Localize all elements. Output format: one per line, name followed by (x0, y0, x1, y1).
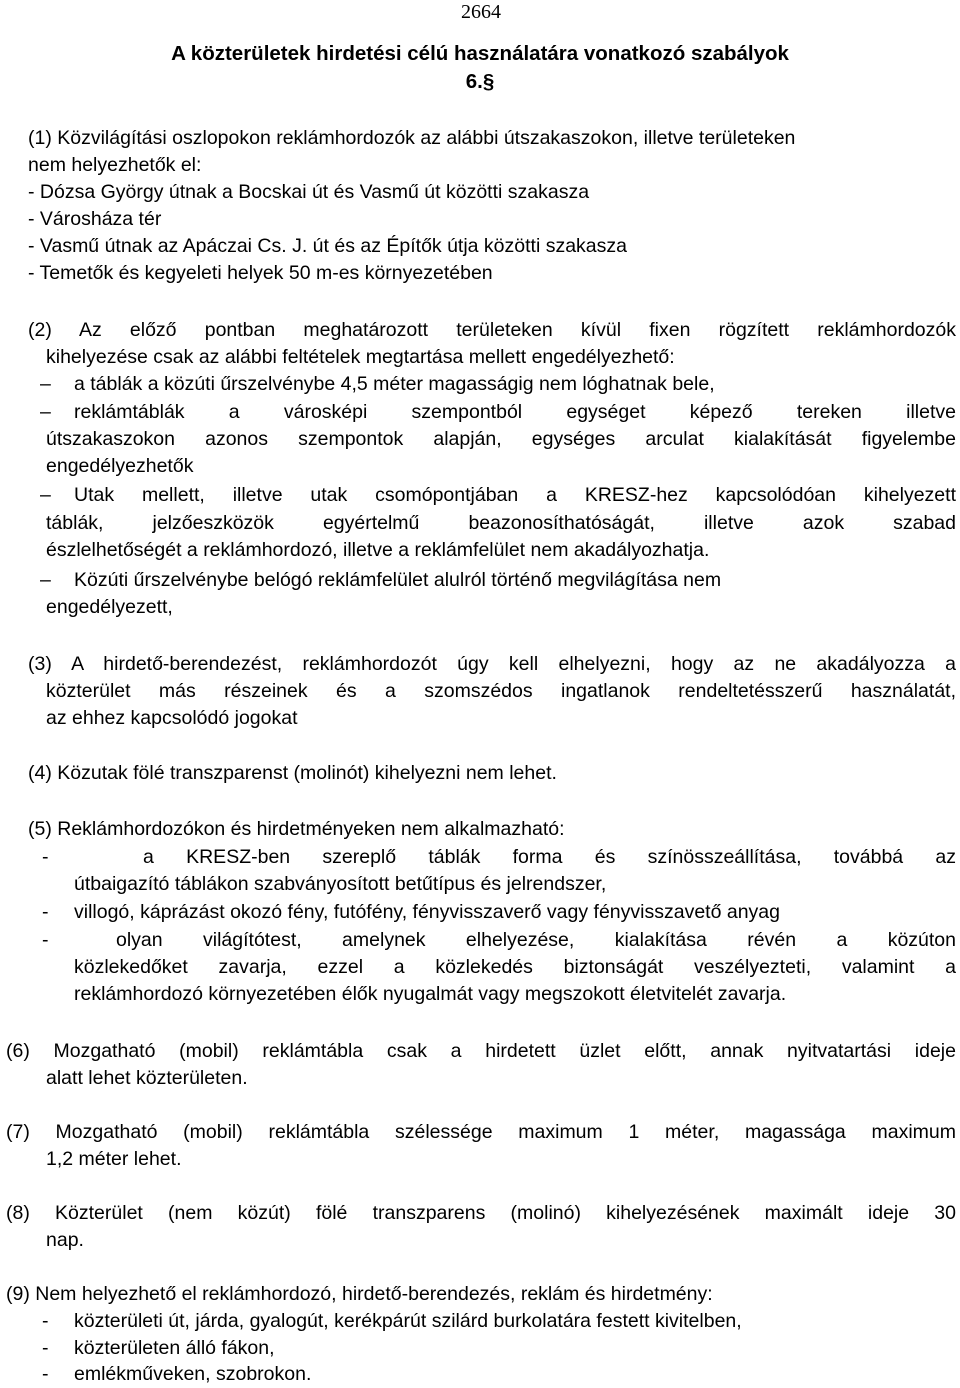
paragraph-line: (6) Mozgatható (mobil) reklámtábla csak a hirdetett üzlet előtt, annak nyitvatartási ideje (6, 1040, 956, 1062)
list-bullet: - (42, 1363, 49, 1385)
list-bullet: - (42, 846, 49, 868)
list-item-text: villogó, káprázást okozó fény, futófény, fényvisszaverő vagy fényvisszavető anyag (74, 901, 780, 923)
list-item-text: a KRESZ-ben szereplő táblák forma és színösszeállítása, továbbá az (143, 846, 956, 868)
paragraph-line: (3) A hirdető-berendezést, reklámhordozót úgy kell elhelyezni, hogy az ne akadályozza a (28, 653, 956, 675)
list-item-text: közterületen álló fákon, (74, 1337, 275, 1359)
paragraph-line: (1) Közvilágítási oszlopokon reklámhordozók az alábbi útszakaszokon, illetve területeken (28, 127, 796, 149)
list-bullet: - (42, 901, 49, 923)
paragraph-line: nem helyezhetők el: (28, 154, 202, 176)
dash-bullet: – (40, 569, 51, 591)
paragraph-line: (9) Nem helyezhető el reklámhordozó, hirdető-berendezés, reklám és hirdetmény: (6, 1283, 713, 1305)
paragraph-line: alatt lehet közterületen. (46, 1067, 248, 1089)
list-item-text: a táblák a közúti űrszelvénybe 4,5 méter magasságig nem lóghatnak bele, (74, 373, 715, 395)
paragraph-line: (8) Közterület (nem közút) fölé transzparens (molinó) kihelyezésének maximált ideje 30 (6, 1202, 956, 1224)
paragraph-line: az ehhez kapcsolódó jogokat (46, 707, 298, 729)
paragraph-line: 1,2 méter lehet. (46, 1148, 182, 1170)
page-number: 2664 (461, 1, 501, 23)
list-item-text: közterületi út, járda, gyalogút, kerékpárút szilárd burkolatára festett kivitelben, (74, 1310, 742, 1332)
list-bullet: - (42, 929, 49, 951)
paragraph-line: kihelyezése csak az alábbi feltételek megtartása mellett engedélyezhető: (46, 346, 675, 368)
list-item: - Vasmű útnak az Apáczai Cs. J. út és az Építők útja közötti szakasza (28, 235, 627, 257)
list-item-text: közlekedőket zavarja, ezzel a közlekedés biztonságát veszélyezteti, valamint a (74, 956, 956, 978)
list-item-text: reklámtáblák a városképi szempontból egységet képező tereken illetve (74, 401, 956, 423)
list-bullet: - (42, 1310, 49, 1332)
list-item: - Temetők és kegyeleti helyek 50 m-es környezetében (28, 262, 493, 284)
paragraph-line: engedélyezett, (46, 596, 173, 618)
dash-bullet: – (40, 484, 51, 506)
paragraph-line: engedélyezhetők (46, 455, 194, 477)
list-item-text: reklámhordozó környezetében élők nyugalmát vagy megszokott életvitelét zavarja. (74, 983, 787, 1005)
paragraph-line: (2) Az előző pontban meghatározott területeken kívül fixen rögzített reklámhordozók (28, 319, 956, 341)
paragraph-line: nap. (46, 1229, 84, 1251)
paragraph-line: észlelhetőségét a reklámhordozó, illetve a reklámfelület nem akadályozhatja. (46, 539, 710, 561)
section-number: 6.§ (465, 70, 495, 93)
paragraph-line: (5) Reklámhordozókon és hirdetményeken nem alkalmazható: (28, 818, 565, 840)
list-item-text: olyan világítótest, amelynek elhelyezése, kialakítása révén a közúton (116, 929, 956, 951)
list-item: - Dózsa György útnak a Bocskai út és Vasmű út közötti szakasza (28, 181, 590, 203)
paragraph-line: táblák, jelzőeszközök egyértelmű beazonosíthatóságát, illetve azok szabad (46, 512, 956, 534)
paragraph-line: közterület más részeinek és a szomszédos ingatlanok rendeltetésszerű használatát, (46, 680, 956, 702)
list-item-text: útbaigazító táblákon szabványosított betűtípus és jelrendszer, (74, 873, 607, 895)
list-item-text: Közúti űrszelvénybe belógó reklámfelület alulról történő megvilágítása nem (74, 569, 722, 591)
list-item: - Városháza tér (28, 208, 162, 230)
list-item-text: emlékműveken, szobrokon. (74, 1363, 312, 1385)
dash-bullet: – (40, 401, 51, 423)
dash-bullet: – (40, 373, 51, 395)
document-title: A közterületek hirdetési célú használatára vonatkozó szabályok (171, 42, 789, 65)
paragraph-line: útszakaszokon azonos szempontok alapján, egységes arculat kialakítását figyelembe (46, 428, 956, 450)
paragraph-line: (4) Közutak fölé transzparenst (molinót) kihelyezni nem lehet. (28, 762, 557, 784)
list-item-text: Utak mellett, illetve utak csomópontjában a KRESZ-hez kapcsolódóan kihelyezett (74, 484, 956, 506)
paragraph-line: (7) Mozgatható (mobil) reklámtábla szélessége maximum 1 méter, magassága maximum (6, 1121, 956, 1143)
list-bullet: - (42, 1337, 49, 1359)
